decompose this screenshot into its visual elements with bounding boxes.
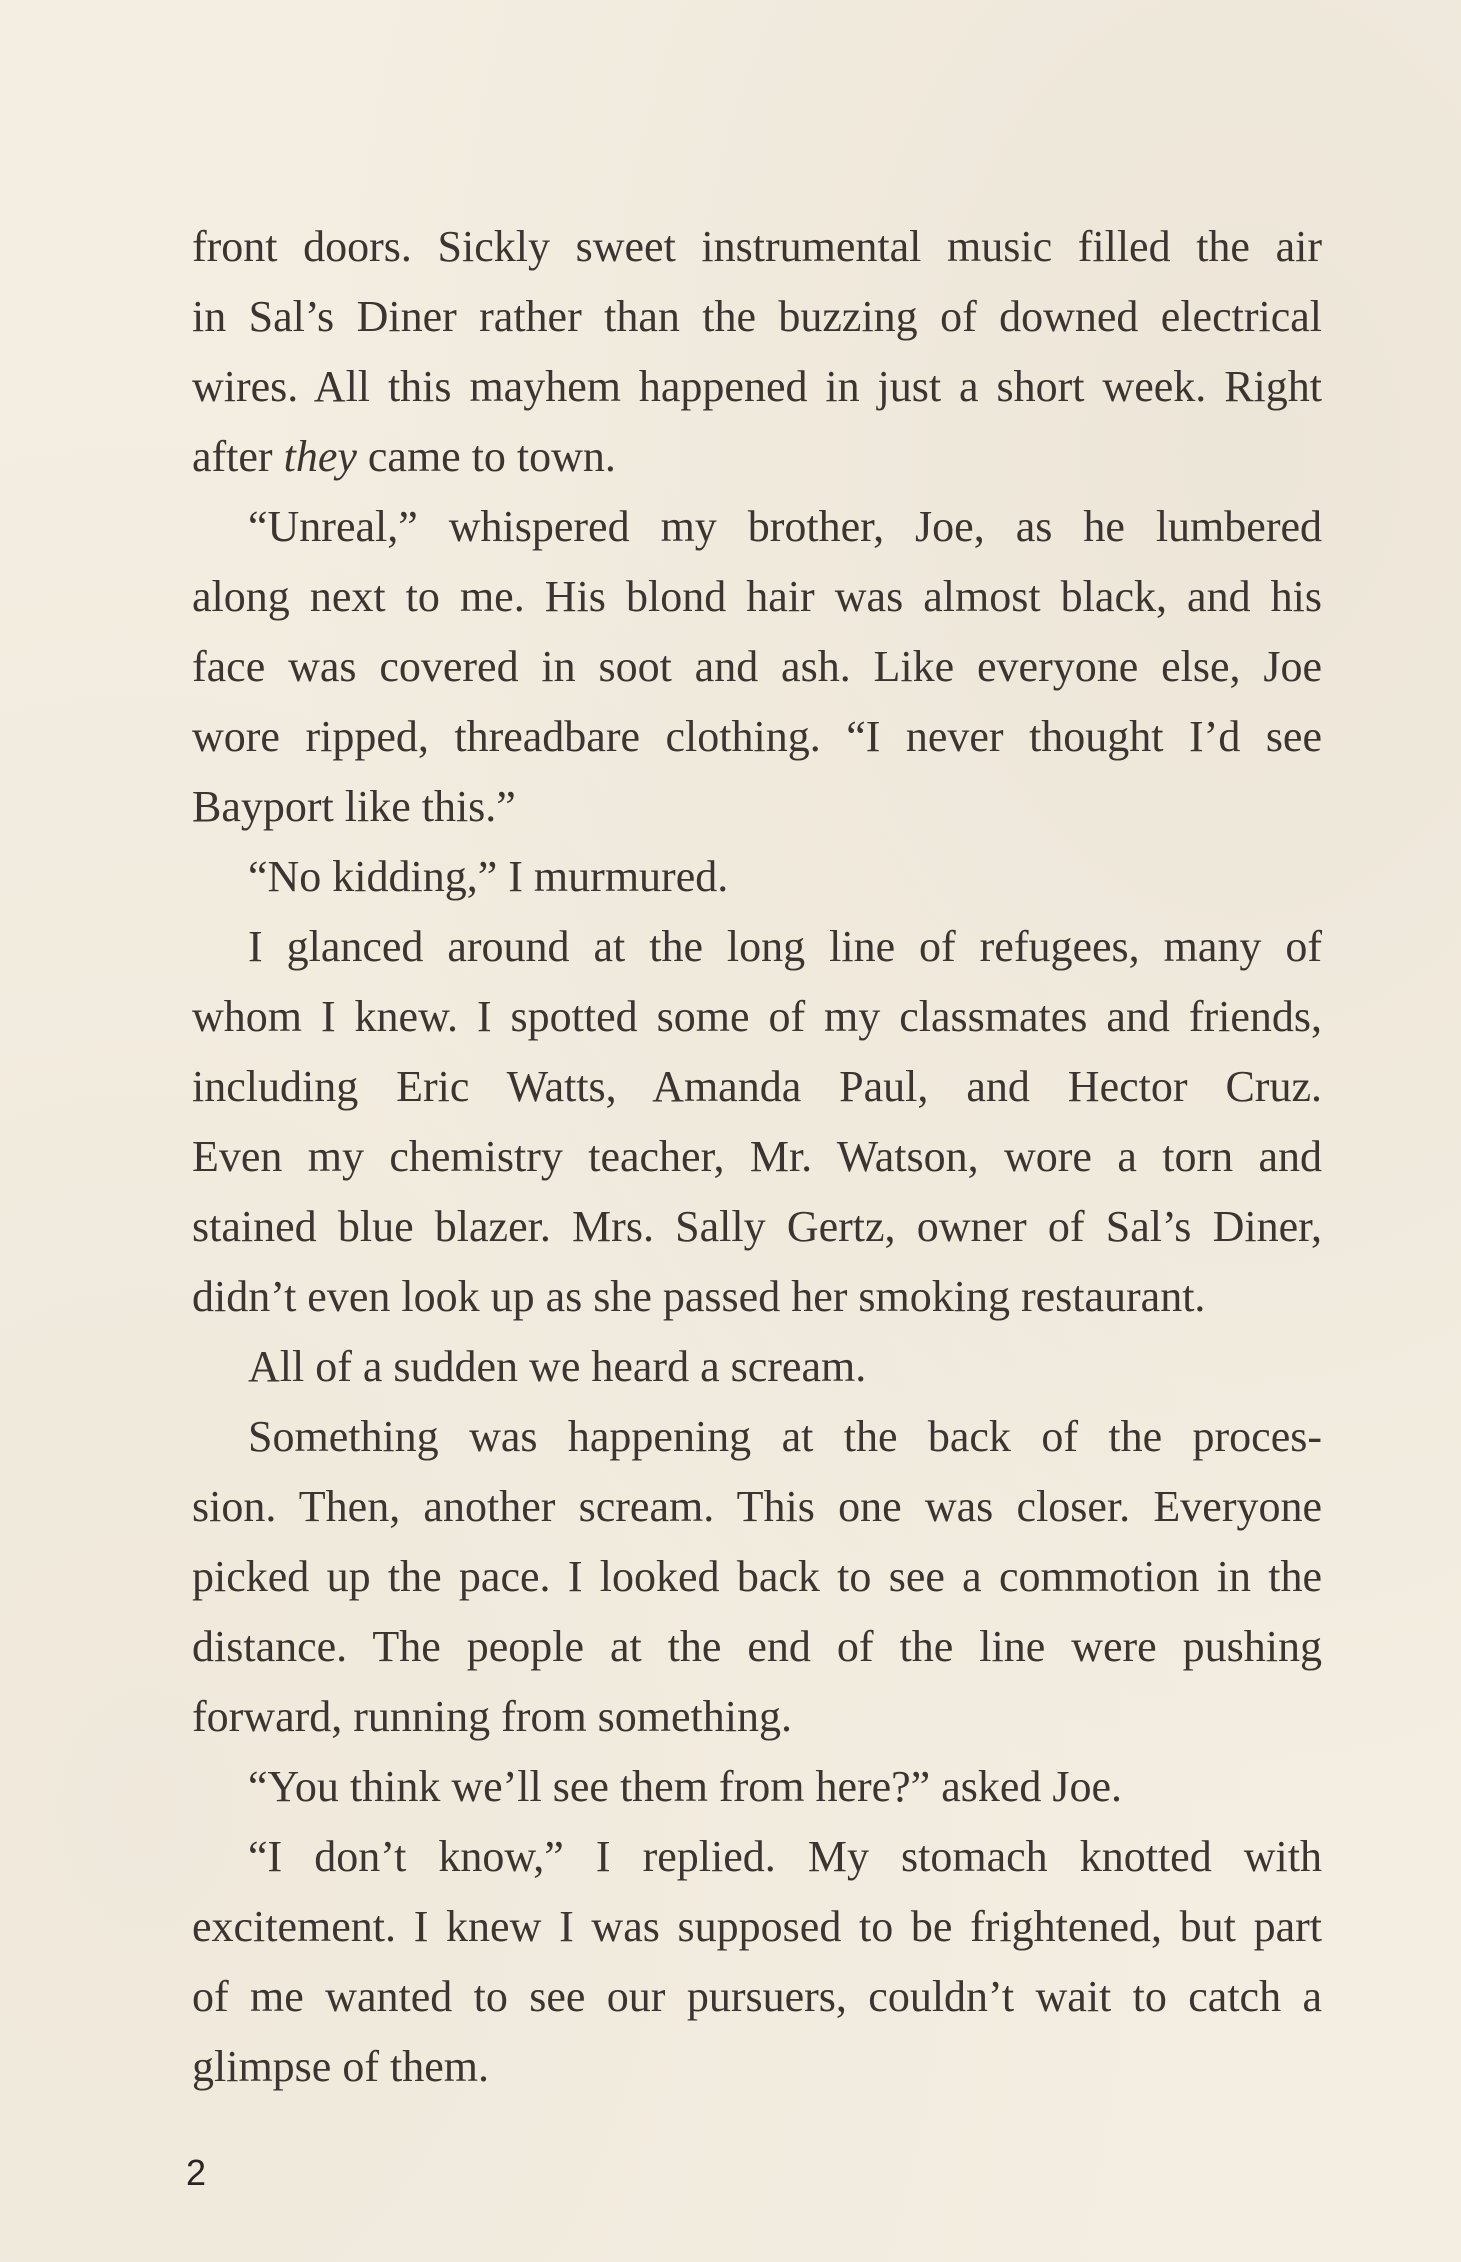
text-line: stained blue blazer. Mrs. Sally Gertz, owner of Sal’s Diner, xyxy=(192,1202,1322,1251)
text-line: sion. Then, another scream. This one was closer. Everyone xyxy=(192,1482,1322,1531)
text-line: whom I knew. I spotted some of my classmates and friends, xyxy=(192,992,1322,1041)
paragraph xyxy=(192,842,1322,912)
text-line: wore ripped, threadbare clothing. “I never thought I’d see xyxy=(192,712,1322,761)
text-line: wires. All this mayhem happened in just a short week. Right xyxy=(192,362,1322,411)
text-line: I glanced around at the long line of refugees, many of xyxy=(248,922,1322,971)
text-line: forward, running from something. xyxy=(192,1692,792,1741)
text-line: face was covered in soot and ash. Like everyone else, Joe xyxy=(192,642,1322,691)
text-line: front doors. Sickly sweet instrumental music filled the air xyxy=(192,222,1322,271)
text-line: “You think we’ll see them from here?” asked Joe. xyxy=(248,1762,1123,1811)
text-line: of me wanted to see our pursuers, couldn’t wait to catch a xyxy=(192,1972,1322,2021)
emphasis-they: they xyxy=(283,432,357,481)
text-line: “Unreal,” whispered my brother, Joe, as he lumbered xyxy=(248,502,1322,551)
text-line: didn’t even look up as she passed her smoking restaurant. xyxy=(192,1272,1206,1321)
paragraph xyxy=(192,212,1322,492)
text-fragment: after xyxy=(192,432,284,481)
text-line: All of a sudden we heard a scream. xyxy=(248,1342,867,1391)
paragraph xyxy=(192,912,1322,1332)
page-number: 2 xyxy=(186,2152,207,2193)
text-line: in Sal’s Diner rather than the buzzing of downed electrical xyxy=(192,292,1322,341)
body-text xyxy=(192,212,1322,2102)
text-line: Bayport like this.” xyxy=(192,782,516,831)
text-line: picked up the pace. I looked back to see a commotion in the xyxy=(192,1552,1322,1601)
paragraph xyxy=(192,1752,1322,1822)
text-line: “I don’t know,” I replied. My stomach knotted with xyxy=(248,1832,1322,1881)
text-line xyxy=(192,422,1322,492)
paragraph xyxy=(192,1402,1322,1752)
text-line: including Eric Watts, Amanda Paul, and Hector Cruz. xyxy=(192,1062,1322,1111)
text-line: Something was happening at the back of the proces- xyxy=(248,1412,1322,1461)
text-line: along next to me. His blond hair was almost black, and his xyxy=(192,572,1322,621)
paragraph xyxy=(192,1332,1322,1402)
paragraph xyxy=(192,492,1322,842)
text-line: distance. The people at the end of the line were pushing xyxy=(192,1622,1322,1671)
text-line: Even my chemistry teacher, Mr. Watson, wore a torn and xyxy=(192,1132,1322,1181)
text-fragment: came to town. xyxy=(356,432,616,481)
text-line: excitement. I knew I was supposed to be frightened, but part xyxy=(192,1902,1322,1951)
text-line: “No kidding,” I murmured. xyxy=(248,852,729,901)
paragraph xyxy=(192,1822,1322,2102)
text-line: glimpse of them. xyxy=(192,2042,489,2091)
